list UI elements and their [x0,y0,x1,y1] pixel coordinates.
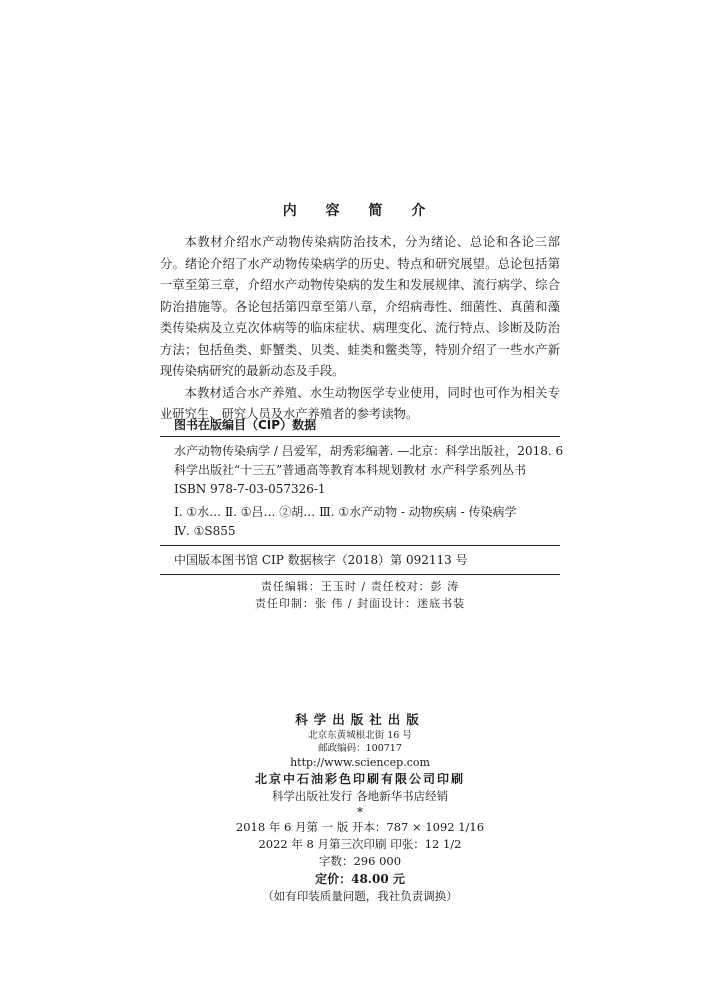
cip-record-line: 中国版本图书馆 CIP 数据核字（2018）第 092113 号 [174,553,468,567]
cip-record-block [174,551,560,570]
staff-credits [0,578,720,612]
imprint-quality-note: （如有印装质量问题，我社负责调换） [262,889,458,903]
imprint-address: 北京东黄城根北街 16 号 [308,730,412,741]
cip-line-title: 水产动物传染病学 / 吕爱军，胡秀彩编著. —北京：科学出版社，2018. 6 [174,444,564,458]
cip-line-series: 科学出版社“十三五”普通高等教育本科规划教材 水产科学系列丛书 [174,463,527,477]
imprint-block [0,711,720,905]
imprint-word-count: 字数：296 000 [318,854,402,868]
imprint-distribution: 科学出版社发行 各地新华书店经销 [271,789,449,803]
imprint-publisher: 科学出版社出版 [295,712,425,727]
cip-top-rule [160,436,560,437]
imprint-website: http://www.sciencep.com [290,756,430,769]
cip-label: 图书在版编目（CIP）数据 [174,418,317,432]
staff-line-editors: 责任编辑：王玉时 / 责任校对：彭 涛 [260,580,460,593]
imprint-edition: 2018 年 6 月第 一 版 开本：787 × 1092 1/16 [235,820,485,834]
cip-classification-block [174,503,560,541]
cip-line-isbn: ISBN 978-7-03-057326-1 [174,482,326,496]
imprint-separator-star: * [357,805,363,819]
cip-classification-line-2: Ⅳ. ①S855 [174,524,236,538]
cip-classification-line-1: Ⅰ. ①水… Ⅱ. ①吕… ②胡… Ⅲ. ①水产动物 - 动物疾病 - 传染病学 [174,505,517,519]
cip-bottom-rule [160,574,560,575]
summary-paragraph-2: 本教材适合水产养殖、水生动物医学专业使用，同时也可作为相关专业研究生、研究人员及水产养殖者的参考读物。 [160,385,560,421]
summary-paragraph-1: 本教材介绍水产动物传染病防治技术，分为绪论、总论和各论三部分。绪论介绍了水产动物传染病学的历史、特点和研究展望。总论包括第一章至第三章，介绍水产动物传染病的发生和发展规律、流行病学、综合防治措施等。各论包括第四章至第八章，介绍病毒性、细菌性、真菌和藻类传染病及立克次体病等的临床症状、病理变化、流行特点、诊断及防治方法；包括鱼类、虾蟹类、贝类、蛙类和鳖类等，特别介绍了一些水产新现传染病研究的最新动态及手段。 [160,235,560,378]
imprint-price: 定价：48.00 元 [315,872,405,886]
summary-abstract [160,232,560,426]
summary-heading: 内 容 简 介 [282,203,438,219]
staff-line-production: 责任印制：张 伟 / 封面设计：迷底书装 [254,597,466,610]
imprint-postcode: 邮政编码：100717 [318,743,402,754]
imprint-printer: 北京中石油彩色印刷有限公司印刷 [254,772,465,786]
imprint-printing: 2022 年 8 月第三次印刷 印张：12 1/2 [258,837,462,851]
cip-main-block [174,442,564,499]
cip-middle-rule [160,545,560,546]
